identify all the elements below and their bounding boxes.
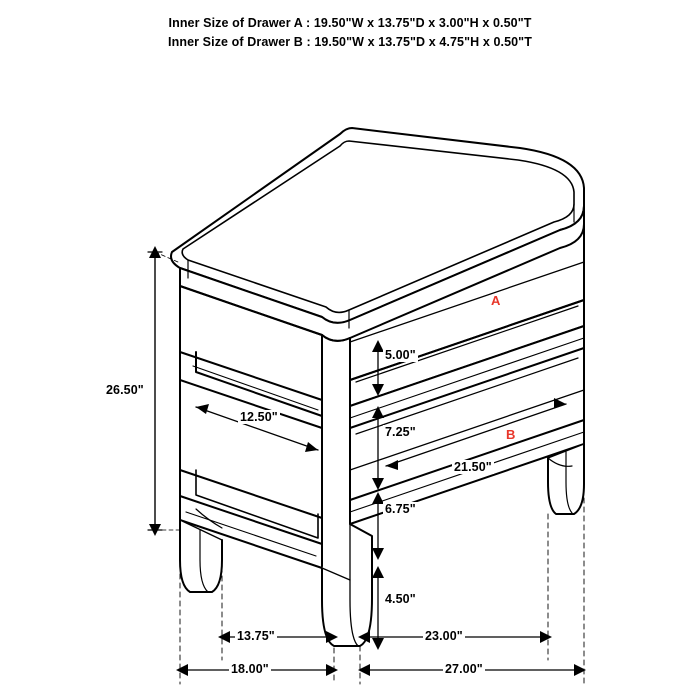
drawer-b-marker: B (506, 427, 516, 442)
dim-gap-bottom: 6.75" (385, 502, 416, 516)
dim-side-shelf-width: 12.50" (240, 410, 278, 424)
dim-front-width: 21.50" (454, 460, 492, 474)
dim-gap-middle: 7.25" (385, 425, 416, 439)
drawer-a-spec: Inner Size of Drawer A : 19.50"W x 13.75"D x 3.00"H x 0.50"T (168, 16, 532, 30)
dim-side-depth-inner: 13.75" (237, 629, 275, 643)
drawer-b-spec: Inner Size of Drawer B : 19.50"W x 13.75"D x 4.75"H x 0.50"T (168, 35, 532, 49)
dim-side-depth-outer: 18.00" (231, 662, 269, 676)
dim-overall-height: 26.50" (106, 383, 144, 397)
dim-front-depth-outer: 27.00" (445, 662, 483, 676)
dim-front-depth-inner: 23.00" (425, 629, 463, 643)
drawer-a-marker: A (491, 293, 501, 308)
dim-leg-height: 4.50" (385, 592, 416, 606)
dim-gap-top: 5.00" (385, 348, 416, 362)
